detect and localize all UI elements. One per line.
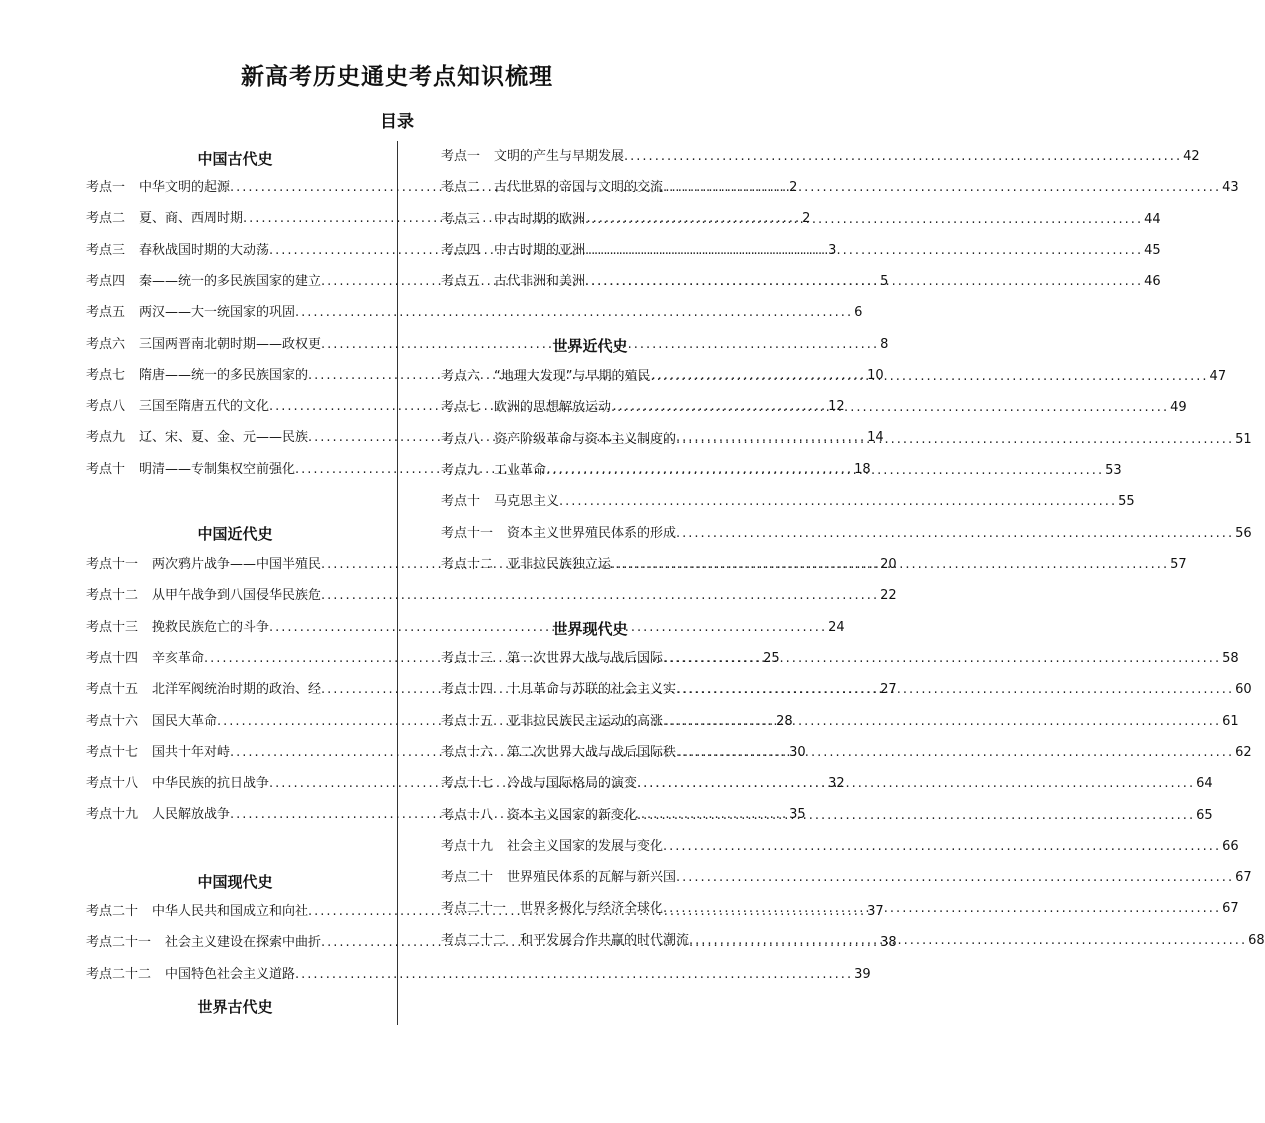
toc-entry-title: 世界多极化与经济全球化 xyxy=(520,901,664,916)
toc-entry-title: 古代世界的帝国与文明的交流 xyxy=(494,180,664,195)
toc-dot-leader xyxy=(676,680,1234,700)
toc-entry[interactable] xyxy=(86,303,863,323)
section-heading: 世界近代史 xyxy=(552,337,628,355)
toc-entry-title: 春秋战国时期的大动荡 xyxy=(139,243,270,258)
toc-page-number: 14 xyxy=(867,430,884,445)
toc-entry-title: 社会主义国家的发展与变化 xyxy=(507,839,664,854)
toc-entry-title: 三国两晋南北朝时期——政权更 xyxy=(139,337,322,352)
toc-entry-label: 考点十 xyxy=(86,462,126,477)
toc-page-number: 30 xyxy=(789,745,806,760)
toc-page-number: 2 xyxy=(789,180,798,195)
toc-entry-label: 考点六 xyxy=(441,369,481,384)
toc-page-number: 25 xyxy=(763,651,780,666)
toc-entry-label: 考点十五 xyxy=(86,682,139,697)
toc-dot-leader xyxy=(295,303,853,323)
toc-entry-label: 考点七 xyxy=(441,400,481,415)
toc-entry-label: 考点八 xyxy=(86,399,126,414)
toc-entry-title: 亚非拉民族民主运动的高涨 xyxy=(507,714,664,729)
toc-entry-title: 从甲午战争到八国侵华民族危 xyxy=(152,588,322,603)
toc-page-number: 67 xyxy=(1235,870,1252,885)
toc-entry-title: 中华人民共和国成立和向社 xyxy=(152,904,309,919)
toc-title: 目录 xyxy=(380,112,414,132)
toc-entry-title: 国共十年对峙 xyxy=(152,745,231,760)
toc-entry-title: 工业革命 xyxy=(494,463,547,478)
toc-dot-leader xyxy=(663,178,1221,198)
toc-entry-title: 中古时期的欧洲 xyxy=(494,212,586,227)
toc-entry-title: 文明的产生与早期发展 xyxy=(494,149,625,164)
toc-entry-label: 考点二十一 xyxy=(441,901,507,916)
toc-entry[interactable] xyxy=(441,210,1161,230)
toc-page-number: 8 xyxy=(880,337,889,352)
toc-dot-leader xyxy=(585,210,1143,230)
toc-page-number: 44 xyxy=(1144,212,1161,227)
toc-entry-label: 考点十三 xyxy=(441,651,494,666)
toc-entry-title: 古代非洲和美洲 xyxy=(494,274,586,289)
toc-entry-label: 考点四 xyxy=(441,243,481,258)
toc-dot-leader xyxy=(651,367,1209,387)
toc-entry-label: 考点七 xyxy=(86,368,126,383)
toc-dot-leader xyxy=(637,774,1195,794)
toc-entry-label: 考点十八 xyxy=(441,808,494,823)
toc-dot-leader xyxy=(663,899,1221,919)
toc-entry-title: 辛亥革命 xyxy=(152,651,205,666)
toc-entry-title: 挽救民族危亡的斗争 xyxy=(152,620,270,635)
toc-entry-title: 明清——专制集权空前强化 xyxy=(139,462,296,477)
toc-entry-label: 考点九 xyxy=(441,463,481,478)
toc-page-number: 28 xyxy=(776,714,793,729)
toc-entry-label: 考点八 xyxy=(441,432,481,447)
toc-dot-leader xyxy=(676,868,1234,888)
toc-entry[interactable] xyxy=(441,272,1161,292)
toc-page-number: 58 xyxy=(1222,651,1239,666)
toc-entry-label: 考点十七 xyxy=(86,745,139,760)
toc-entry[interactable] xyxy=(441,524,1252,544)
toc-entry-title: 马克思主义 xyxy=(494,494,560,509)
toc-entry-label: 考点一 xyxy=(86,180,126,195)
toc-page-number: 12 xyxy=(828,399,845,414)
toc-entry[interactable] xyxy=(441,492,1135,512)
toc-entry-title: 第二次世界大战与战后国际秩 xyxy=(507,745,677,760)
toc-entry[interactable] xyxy=(441,868,1252,888)
toc-page-number: 66 xyxy=(1222,839,1239,854)
toc-entry-title: 中国特色社会主义道路 xyxy=(165,967,296,982)
toc-entry[interactable] xyxy=(441,147,1200,167)
toc-entry-label: 考点十九 xyxy=(441,839,494,854)
toc-entry-title: 第一次世界大战与战后国际 xyxy=(507,651,664,666)
toc-entry[interactable] xyxy=(441,837,1239,857)
toc-dot-leader xyxy=(295,965,853,985)
toc-page-number: 47 xyxy=(1209,369,1227,384)
document-title: 新高考历史通史考点知识梳理 xyxy=(241,63,553,90)
toc-entry-label: 考点十一 xyxy=(441,526,494,541)
toc-entry-title: 夏、商、西周时期 xyxy=(139,211,244,226)
toc-page-number: 38 xyxy=(880,935,897,950)
toc-page-number: 46 xyxy=(1144,274,1161,289)
toc-page-number: 20 xyxy=(880,557,897,572)
toc-page-number: 42 xyxy=(1183,149,1200,164)
toc-dot-leader xyxy=(585,241,1143,261)
toc-entry-label: 考点十五 xyxy=(441,714,494,729)
toc-entry[interactable] xyxy=(441,241,1161,261)
toc-entry-label: 考点二十二 xyxy=(441,933,507,948)
toc-page-number: 2 xyxy=(802,211,811,226)
toc-dot-leader xyxy=(676,430,1234,450)
section-heading: 世界古代史 xyxy=(197,998,273,1016)
toc-entry-title: 中古时期的亚洲 xyxy=(494,243,586,258)
toc-page-number: 45 xyxy=(1144,243,1161,258)
toc-entry-label: 考点二 xyxy=(86,211,126,226)
toc-entry-title: 十月革命与苏联的社会主义实 xyxy=(507,682,677,697)
toc-page-number: 18 xyxy=(854,462,871,477)
toc-entry[interactable] xyxy=(441,178,1239,198)
toc-entry-title: 人民解放战争 xyxy=(152,807,231,822)
toc-entry-label: 考点十九 xyxy=(86,807,139,822)
toc-entry-title: 三国至隋唐五代的文化 xyxy=(139,399,270,414)
toc-entry-label: 考点十六 xyxy=(441,745,494,760)
toc-dot-leader xyxy=(663,712,1221,732)
toc-page-number: 51 xyxy=(1235,432,1252,447)
toc-dot-leader xyxy=(585,272,1143,292)
toc-dot-leader xyxy=(676,524,1234,544)
toc-entry-title: 欧洲的思想解放运动 xyxy=(494,400,612,415)
toc-page-number: 55 xyxy=(1118,494,1135,509)
toc-entry-title: 中华民族的抗日战争 xyxy=(152,776,270,791)
toc-entry-label: 考点十四 xyxy=(441,682,494,697)
toc-page-number: 5 xyxy=(880,274,889,289)
toc-page-number: 67 xyxy=(1222,901,1239,916)
toc-entry-title: 和平发展合作共赢的时代潮流 xyxy=(520,933,690,948)
toc-entry-title: 秦——统一的多民族国家的建立 xyxy=(139,274,322,289)
toc-page-number: 24 xyxy=(828,620,845,635)
section-heading: 中国近代史 xyxy=(197,525,273,543)
toc-entry-label: 考点二十 xyxy=(441,870,494,885)
toc-entry-label: 考点二 xyxy=(441,180,481,195)
toc-page-number: 62 xyxy=(1235,745,1252,760)
toc-entry-title: 两次鸦片战争——中国半殖民 xyxy=(152,557,322,572)
toc-entry-label: 考点十二 xyxy=(441,557,494,572)
section-heading: 中国现代史 xyxy=(197,873,273,891)
toc-entry-title: “地理大发现”与早期的殖民 xyxy=(494,369,651,384)
toc-entry-label: 考点十 xyxy=(441,494,481,509)
toc-dot-leader xyxy=(689,931,1247,951)
toc-entry-label: 考点三 xyxy=(86,243,126,258)
toc-page-number: 49 xyxy=(1170,400,1187,415)
toc-entry-label: 考点五 xyxy=(441,274,481,289)
toc-entry-label: 考点九 xyxy=(86,430,126,445)
toc-entry-title: 冷战与国际格局的演变 xyxy=(507,776,638,791)
toc-page-number: 39 xyxy=(854,967,871,982)
toc-entry-label: 考点四 xyxy=(86,274,126,289)
toc-entry-label: 考点十二 xyxy=(86,588,139,603)
toc-entry-title: 国民大革命 xyxy=(152,714,218,729)
toc-page-number: 3 xyxy=(828,243,837,258)
toc-dot-leader xyxy=(611,555,1169,575)
toc-dot-leader xyxy=(676,743,1234,763)
toc-entry-title: 亚非拉民族独立运 xyxy=(507,557,612,572)
toc-page-number: 37 xyxy=(867,904,884,919)
toc-page-number: 65 xyxy=(1196,808,1213,823)
toc-entry-title: 辽、宋、夏、金、元——民族 xyxy=(139,430,309,445)
toc-page-number: 56 xyxy=(1235,526,1252,541)
toc-entry-title: 资产阶级革命与资本主义制度的 xyxy=(494,432,677,447)
toc-entry-label: 考点二十 xyxy=(86,904,139,919)
toc-entry-label: 考点二十二 xyxy=(86,967,152,982)
toc-dot-leader xyxy=(637,806,1195,826)
toc-page-number: 10 xyxy=(867,368,884,383)
toc-entry-label: 考点一 xyxy=(441,149,481,164)
toc-entry-title: 社会主义建设在探索中曲折 xyxy=(165,935,322,950)
toc-dot-leader xyxy=(663,649,1221,669)
section-heading: 世界现代史 xyxy=(552,620,628,638)
toc-page-number: 27 xyxy=(880,682,897,697)
toc-entry-label: 考点十六 xyxy=(86,714,139,729)
toc-dot-leader xyxy=(559,492,1117,512)
toc-entry-title: 中华文明的起源 xyxy=(139,180,231,195)
toc-page-number: 53 xyxy=(1105,463,1122,478)
toc-entry-title: 两汉——大一统国家的巩固 xyxy=(139,305,296,320)
toc-entry-title: 资本主义世界殖民体系的形成 xyxy=(507,526,677,541)
toc-entry[interactable] xyxy=(86,586,897,606)
toc-page-number: 43 xyxy=(1222,180,1239,195)
toc-page-number: 35 xyxy=(789,807,806,822)
toc-dot-leader xyxy=(321,586,879,606)
toc-dot-leader xyxy=(663,837,1221,857)
toc-entry-label: 考点十八 xyxy=(86,776,139,791)
toc-entry-label: 考点十一 xyxy=(86,557,139,572)
toc-page-number: 22 xyxy=(880,588,897,603)
toc-dot-leader xyxy=(624,147,1182,167)
toc-page-number: 32 xyxy=(828,776,845,791)
toc-page-number: 68 xyxy=(1248,933,1265,948)
toc-entry[interactable] xyxy=(86,965,871,985)
toc-entry-label: 考点十七 xyxy=(441,776,494,791)
toc-page-number: 64 xyxy=(1196,776,1213,791)
toc-dot-leader xyxy=(611,398,1169,418)
toc-entry-label: 考点五 xyxy=(86,305,126,320)
toc-page-number: 57 xyxy=(1170,557,1187,572)
toc-entry-title: 隋唐——统一的多民族国家的 xyxy=(139,368,309,383)
toc-entry-label: 考点六 xyxy=(86,337,126,352)
toc-entry-title: 资本主义国家的新变化 xyxy=(507,808,638,823)
toc-page-number: 60 xyxy=(1235,682,1252,697)
toc-entry-label: 考点三 xyxy=(441,212,481,227)
toc-entry-title: 世界殖民体系的瓦解与新兴国 xyxy=(507,870,677,885)
toc-entry-title: 北洋军阀统治时期的政治、经 xyxy=(152,682,322,697)
toc-page-number: 61 xyxy=(1222,714,1239,729)
toc-entry-label: 考点二十一 xyxy=(86,935,152,950)
section-heading: 中国古代史 xyxy=(197,150,273,168)
toc-page-number: 6 xyxy=(854,305,863,320)
toc-dot-leader xyxy=(546,461,1104,481)
toc-entry-label: 考点十三 xyxy=(86,620,139,635)
toc-entry-label: 考点十四 xyxy=(86,651,139,666)
